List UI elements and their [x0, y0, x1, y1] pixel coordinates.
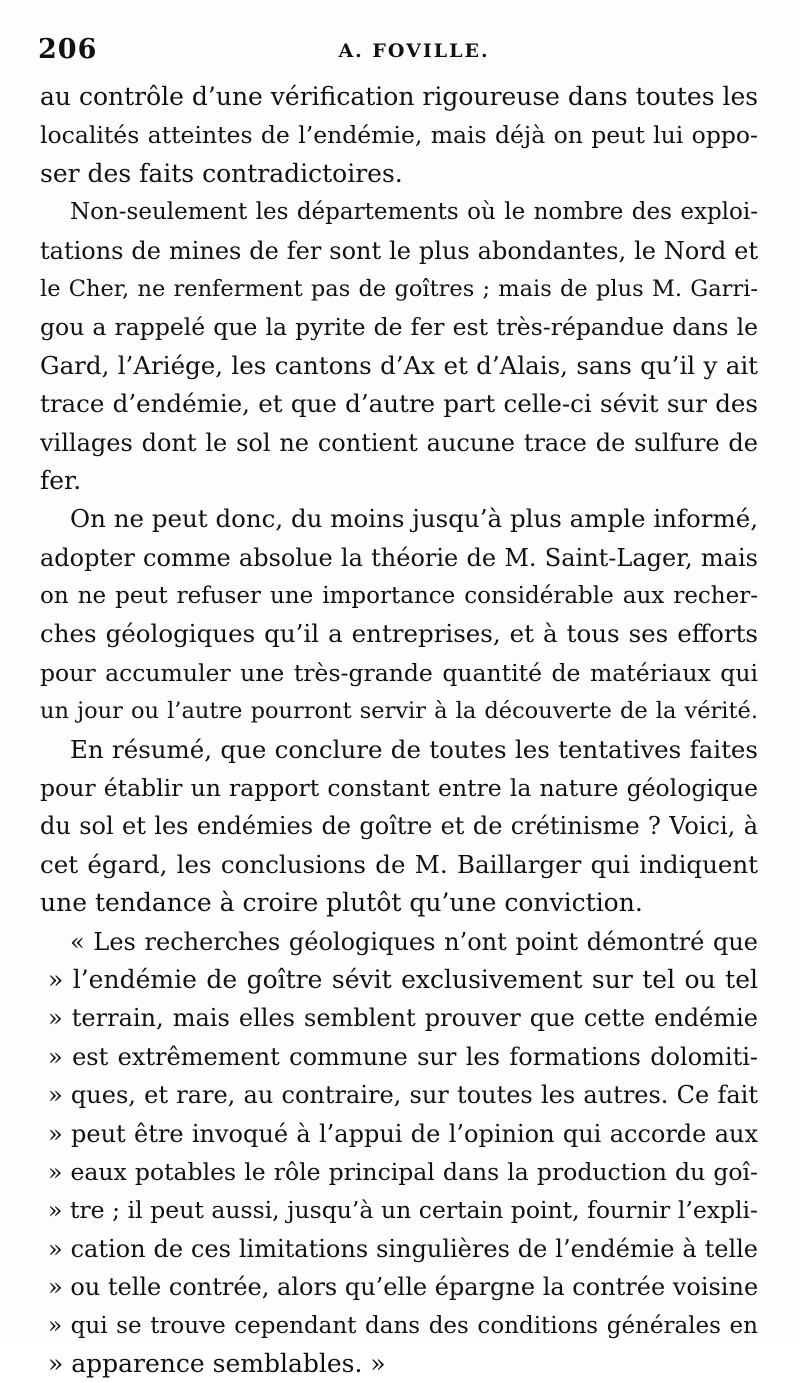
text-line: » terrain, mais elles semblent prouver que cette endémie: [48, 1004, 758, 1033]
text-line: du sol et les endémies de goître et de crétinisme ? Voici, à: [40, 812, 758, 841]
text-line: » ques, et rare, au contraire, sur toutes les autres. Ce fait: [48, 1081, 758, 1110]
text-line: » ou telle contrée, alors qu’elle épargne la contrée voisine: [48, 1273, 759, 1302]
text-line: pour accumuler une très-grande quantité de matériaux qui: [40, 658, 758, 687]
text-line: « Les recherches géologiques n’ont point démontré que: [70, 927, 758, 956]
text-line: localités atteintes de l’endémie, mais déjà on peut lui oppo-: [40, 121, 758, 150]
running-head: A. FOVILLE.: [338, 40, 490, 62]
body-text: [40, 78, 758, 1383]
text-line: » tre ; il peut aussi, jusqu’à un certain point, fournir l’expli-: [48, 1196, 758, 1225]
text-line: ser des faits contradictoires.: [40, 158, 403, 188]
text-line: on ne peut refuser une importance considérable aux recher-: [40, 583, 758, 610]
text-line: On ne peut donc, du moins jusqu’à plus ample informé,: [70, 504, 758, 534]
text-line: » eaux potables le rôle principal dans la production du goî-: [48, 1157, 758, 1186]
text-line: adopter comme absolue la théorie de M. Saint-Lager, mais: [40, 543, 758, 572]
page-header: [38, 34, 760, 74]
text-line: » apparence semblables. »: [48, 1348, 386, 1378]
text-line: gou a rappelé que la pyrite de fer est très-répandue dans le: [40, 313, 758, 342]
text-line: » peut être invoqué à l’appui de l’opinion qui accorde aux: [48, 1119, 758, 1148]
text-line: cet égard, les conclusions de M. Baillarger qui indiquent: [40, 849, 758, 879]
text-line: ches géologiques qu’il a entreprises, et à tous ses efforts: [40, 619, 758, 649]
text-line: Non-seulement les départements où le nombre des exploi-: [70, 199, 758, 226]
text-line: » est extrêmement commune sur les formations dolomiti-: [48, 1042, 758, 1071]
text-line: » cation de ces limitations singulières de l’endémie à telle: [48, 1234, 758, 1263]
text-line: pour établir un rapport constant entre la nature géologique: [40, 774, 758, 803]
text-line: villages dont le sol ne contient aucune trace de sulfure de: [40, 428, 758, 457]
text-line: tations de mines de fer sont le plus abondantes, le Nord et: [40, 236, 758, 265]
text-line: le Cher, ne renferment pas de goîtres ; mais de plus M. Garri-: [40, 275, 758, 302]
text-line: un jour ou l’autre pourront servir à la découverte de la vérité.: [40, 698, 758, 725]
page-number: 206: [38, 34, 98, 65]
text-line: En résumé, que conclure de toutes les tentatives faites: [70, 734, 758, 764]
text-line: » qui se trouve cependant dans des conditions générales en: [48, 1312, 758, 1339]
text-line: » l’endémie de goître sévit exclusivement sur tel ou tel: [48, 964, 758, 994]
text-line: au contrôle d’une vérification rigoureuse dans toutes les: [40, 82, 759, 111]
text-line: fer.: [40, 465, 82, 495]
text-line: une tendance à croire plutôt qu’une conviction.: [40, 888, 643, 918]
text-line: Gard, l’Ariége, les cantons d’Ax et d’Alais, sans qu’il y ait: [40, 350, 758, 380]
text-line: trace d’endémie, et que d’autre part celle-ci sévit sur des: [40, 389, 758, 419]
